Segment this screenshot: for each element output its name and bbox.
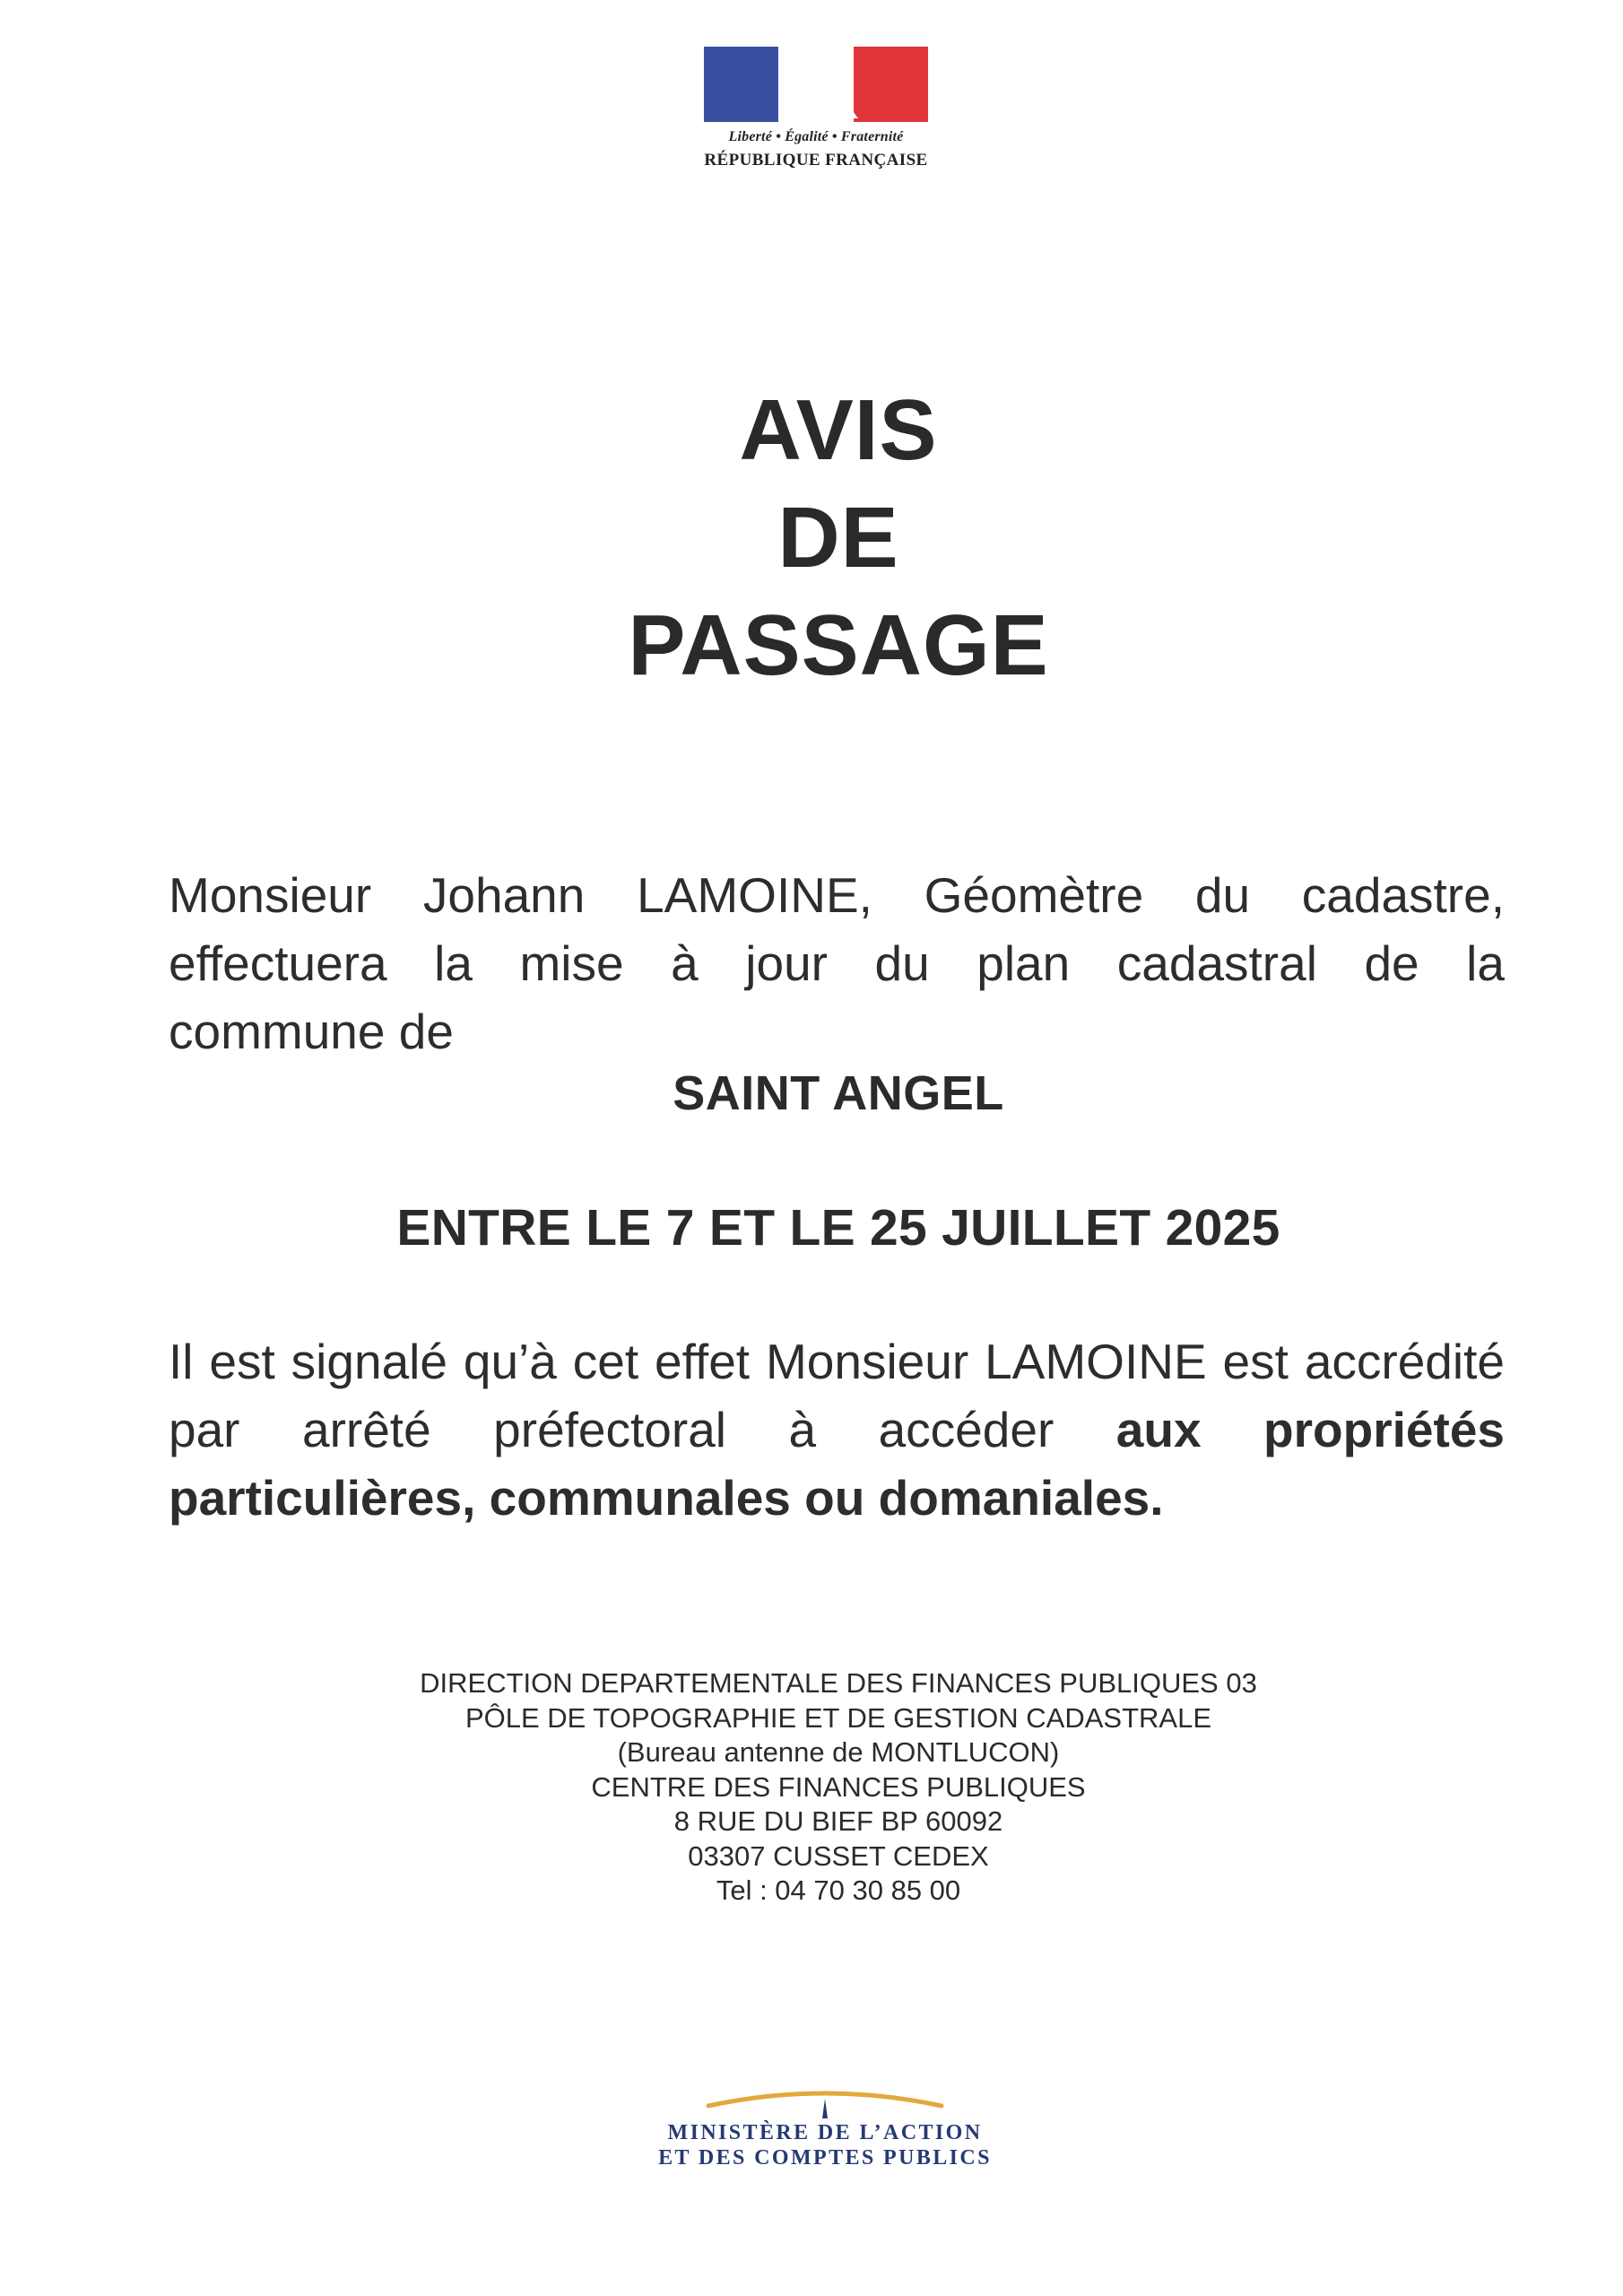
marianne-profile-icon — [776, 47, 874, 122]
title-line-2: DE — [777, 490, 899, 586]
ministry-logo — [628, 2079, 1022, 2170]
commune-name: SAINT ANGEL — [673, 1066, 1004, 1120]
intro-line-1: Monsieur Johann LAMOINE, Géomètre du cadastre, — [169, 867, 1505, 923]
flag-blue-band — [704, 47, 778, 122]
accreditation-text: Il est signalé qu’à cet effet Monsieur LAMOINE est accrédité par arrêté préfectoral à accéder — [169, 1334, 1505, 1457]
tricolor-flag — [704, 47, 928, 122]
page-title — [0, 377, 1623, 700]
intro-line-2: effectuera la mise à jour du plan cadastral de la — [169, 935, 1505, 991]
intro-line-3: commune de — [169, 1004, 454, 1059]
address-line: CENTRE DES FINANCES PUBLIQUES — [591, 1770, 1086, 1803]
address-line: DIRECTION DEPARTEMENTALE DES FINANCES PUBLIQUES 03 — [420, 1667, 1257, 1699]
accreditation-paragraph — [169, 1327, 1505, 1532]
ministry-arc-icon — [690, 2079, 959, 2120]
address-line: PÔLE DE TOPOGRAPHIE ET DE GESTION CADASTRALE — [464, 1701, 1212, 1734]
phone-line: Tel : 04 70 30 85 00 — [716, 1874, 961, 1906]
address-line: 03307 CUSSET CEDEX — [688, 1839, 989, 1872]
republic-motto: Liberté • Égalité • Fraternité — [728, 129, 904, 144]
intervention-dates: ENTRE LE 7 ET LE 25 JUILLET 2025 — [396, 1199, 1280, 1257]
title-line-3: PASSAGE — [628, 597, 1049, 693]
address-line: (Bureau antenne de MONTLUCON) — [617, 1736, 1060, 1768]
ministry-name-line-2: ET DES COMPTES PUBLICS — [658, 2146, 992, 2170]
address-line: 8 RUE DU BIEF BP 60092 — [673, 1805, 1003, 1837]
title-line-1: AVIS — [739, 382, 938, 478]
notice-intro-paragraph — [169, 861, 1505, 1065]
republic-name: RÉPUBLIQUE FRANÇAISE — [704, 151, 928, 170]
contact-address — [0, 1666, 1623, 1909]
ministry-name-line-1: MINISTÈRE DE L’ACTION — [667, 2121, 983, 2144]
accreditation-scope: aux propriétés particulières, communales ou domaniales. — [169, 1402, 1505, 1526]
marianne-logo — [690, 47, 942, 170]
